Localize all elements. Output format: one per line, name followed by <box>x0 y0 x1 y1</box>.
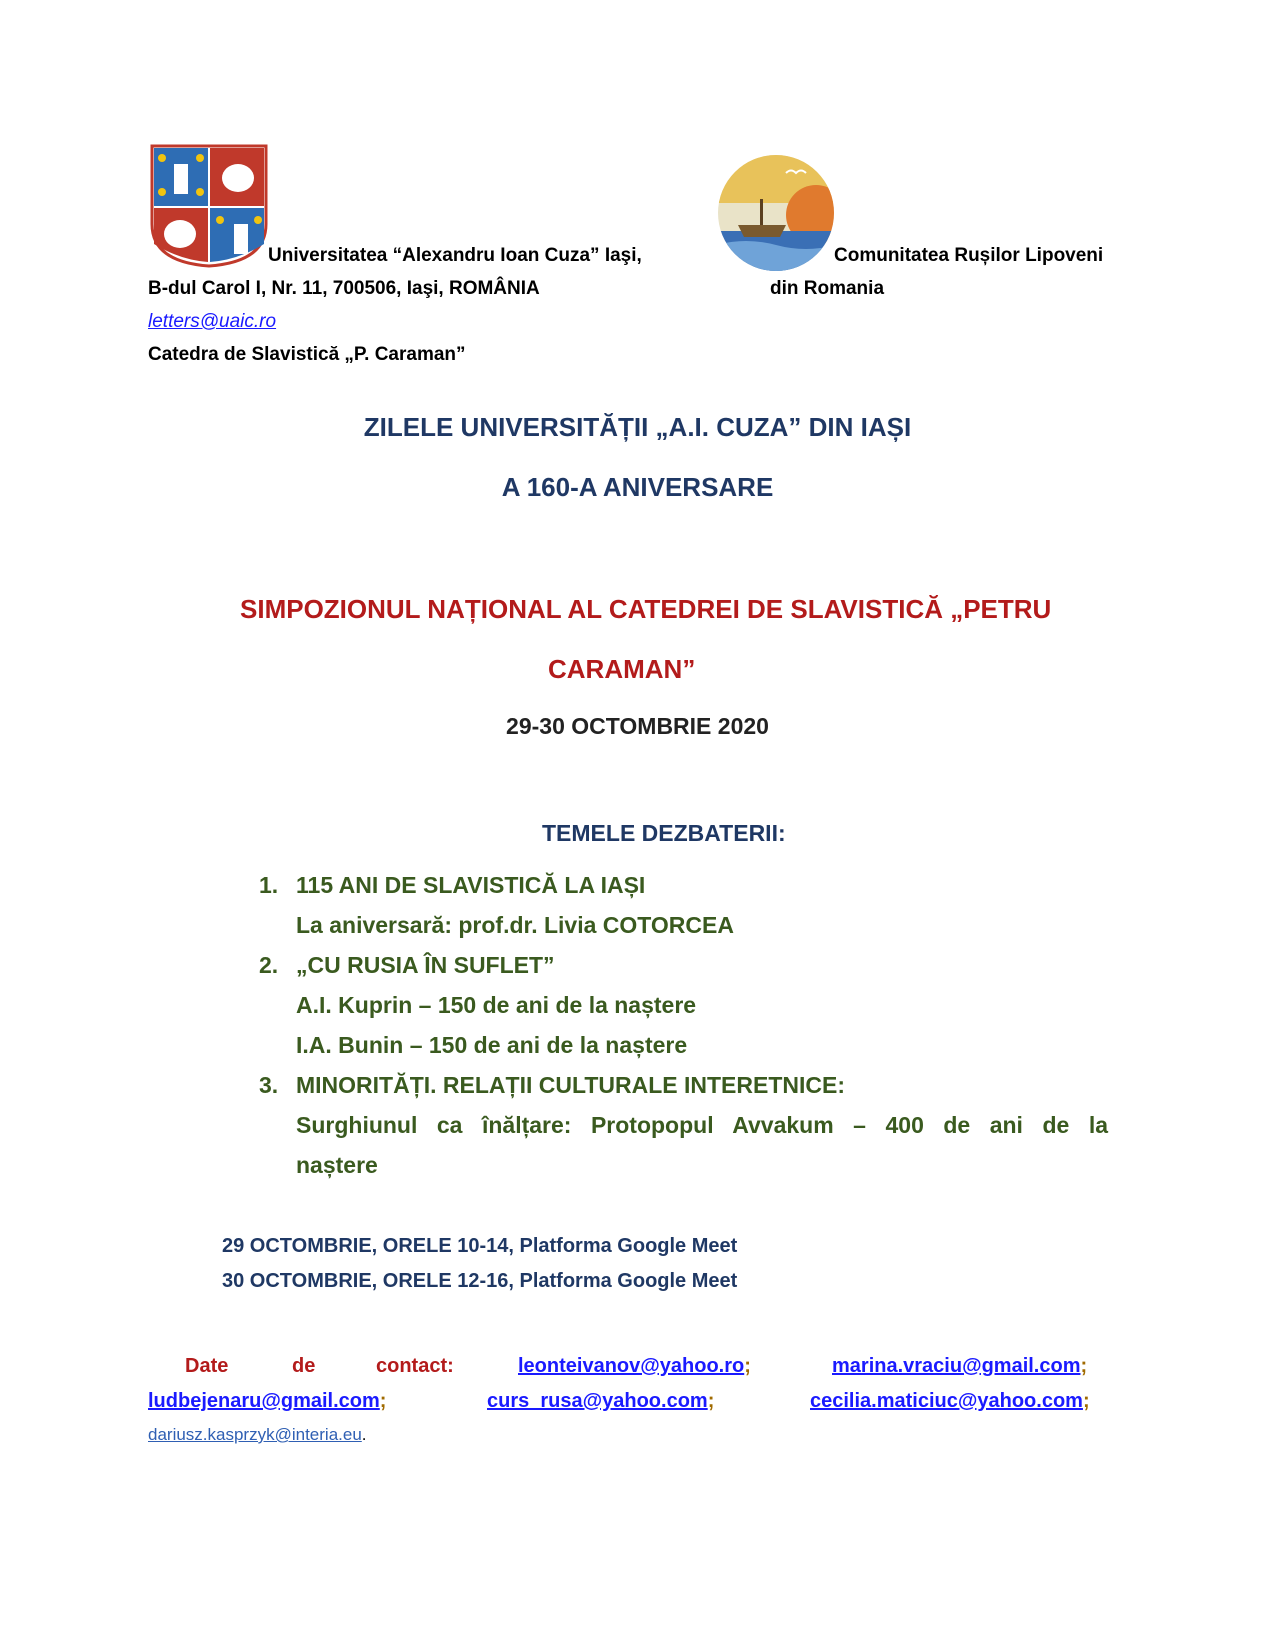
theme-1-number: 1. <box>259 872 279 898</box>
schedule-day-2: 30 OCTOMBRIE, ORELE 12-16, Platforma Google Meet <box>222 1270 738 1292</box>
theme-3-number: 3. <box>259 1072 279 1098</box>
theme-3-title: MINORITĂȚI. RELAȚII CULTURALE INTERETNICE: <box>296 1072 845 1098</box>
symposium-dates: 29-30 OCTOMBRIE 2020 <box>506 713 769 739</box>
separator: ; <box>1082 1390 1090 1412</box>
theme-3-line-1: Surghiunul ca înălțare: Protopopul Avvakum – 400 de ani de la <box>296 1112 1108 1138</box>
university-crest-icon <box>150 144 268 268</box>
lipovan-community-logo-icon <box>716 153 836 273</box>
community-name-line2: din Romania <box>770 278 885 299</box>
contact-email-5[interactable]: cecilia.maticiuc@yahoo.com <box>810 1390 1083 1412</box>
contact-email-1[interactable]: leonteivanov@yahoo.ro <box>518 1355 745 1377</box>
department-name: Catedra de Slavistică „P. Caraman” <box>148 344 466 365</box>
community-name-line1: Comunitatea Rușilor Lipoveni <box>834 245 1104 266</box>
contact-email-4[interactable]: curs_rusa@yahoo.com <box>487 1390 708 1412</box>
university-address: B-dul Carol I, Nr. 11, 700506, Iaşi, ROMÂNIA <box>148 278 540 299</box>
contact-email-3[interactable]: ludbejenaru@gmail.com <box>148 1390 380 1412</box>
title-university-days: ZILELE UNIVERSITĂȚII „A.I. CUZA” DIN IAȘI <box>363 412 912 442</box>
contact-label-word-2: de <box>292 1355 316 1377</box>
theme-1-title: 115 ANI DE SLAVISTICĂ LA IAȘI <box>296 872 646 898</box>
separator: ; <box>707 1390 715 1412</box>
themes-heading: TEMELE DEZBATERII: <box>542 820 786 846</box>
theme-1-line: La aniversară: prof.dr. Livia COTORCEA <box>296 912 734 938</box>
theme-2-title: „CU RUSIA ÎN SUFLET” <box>296 952 555 978</box>
university-email-link[interactable]: letters@uaic.ro <box>148 311 277 332</box>
contact-label-word-1: Date <box>185 1355 229 1377</box>
contact-email-6[interactable]: dariusz.kasprzyk@interia.eu <box>148 1425 362 1444</box>
schedule-day-1: 29 OCTOMBRIE, ORELE 10-14, Platforma Google Meet <box>222 1235 738 1257</box>
period: . <box>361 1425 367 1444</box>
contact-email-2[interactable]: marina.vraciu@gmail.com <box>832 1355 1081 1377</box>
symposium-title-line2: CARAMAN” <box>548 654 696 684</box>
symposium-title-line1: SIMPOZIONUL NAȚIONAL AL CATEDREI DE SLAVISTICĂ „PETRU <box>240 594 1052 624</box>
theme-2-line-2: I.A. Bunin – 150 de ani de la naștere <box>296 1032 688 1058</box>
title-anniversary: A 160-A ANIVERSARE <box>501 472 774 502</box>
university-name: Universitatea “Alexandru Ioan Cuza” Iaşi, <box>268 245 642 266</box>
separator: ; <box>1080 1355 1088 1377</box>
theme-3-line-2: naștere <box>296 1152 378 1178</box>
theme-2-line-1: A.I. Kuprin – 150 de ani de la naștere <box>296 992 697 1018</box>
theme-2-number: 2. <box>259 952 279 978</box>
separator: ; <box>379 1390 387 1412</box>
separator: ; <box>744 1355 751 1377</box>
contact-label-word-3: contact: <box>376 1355 454 1377</box>
